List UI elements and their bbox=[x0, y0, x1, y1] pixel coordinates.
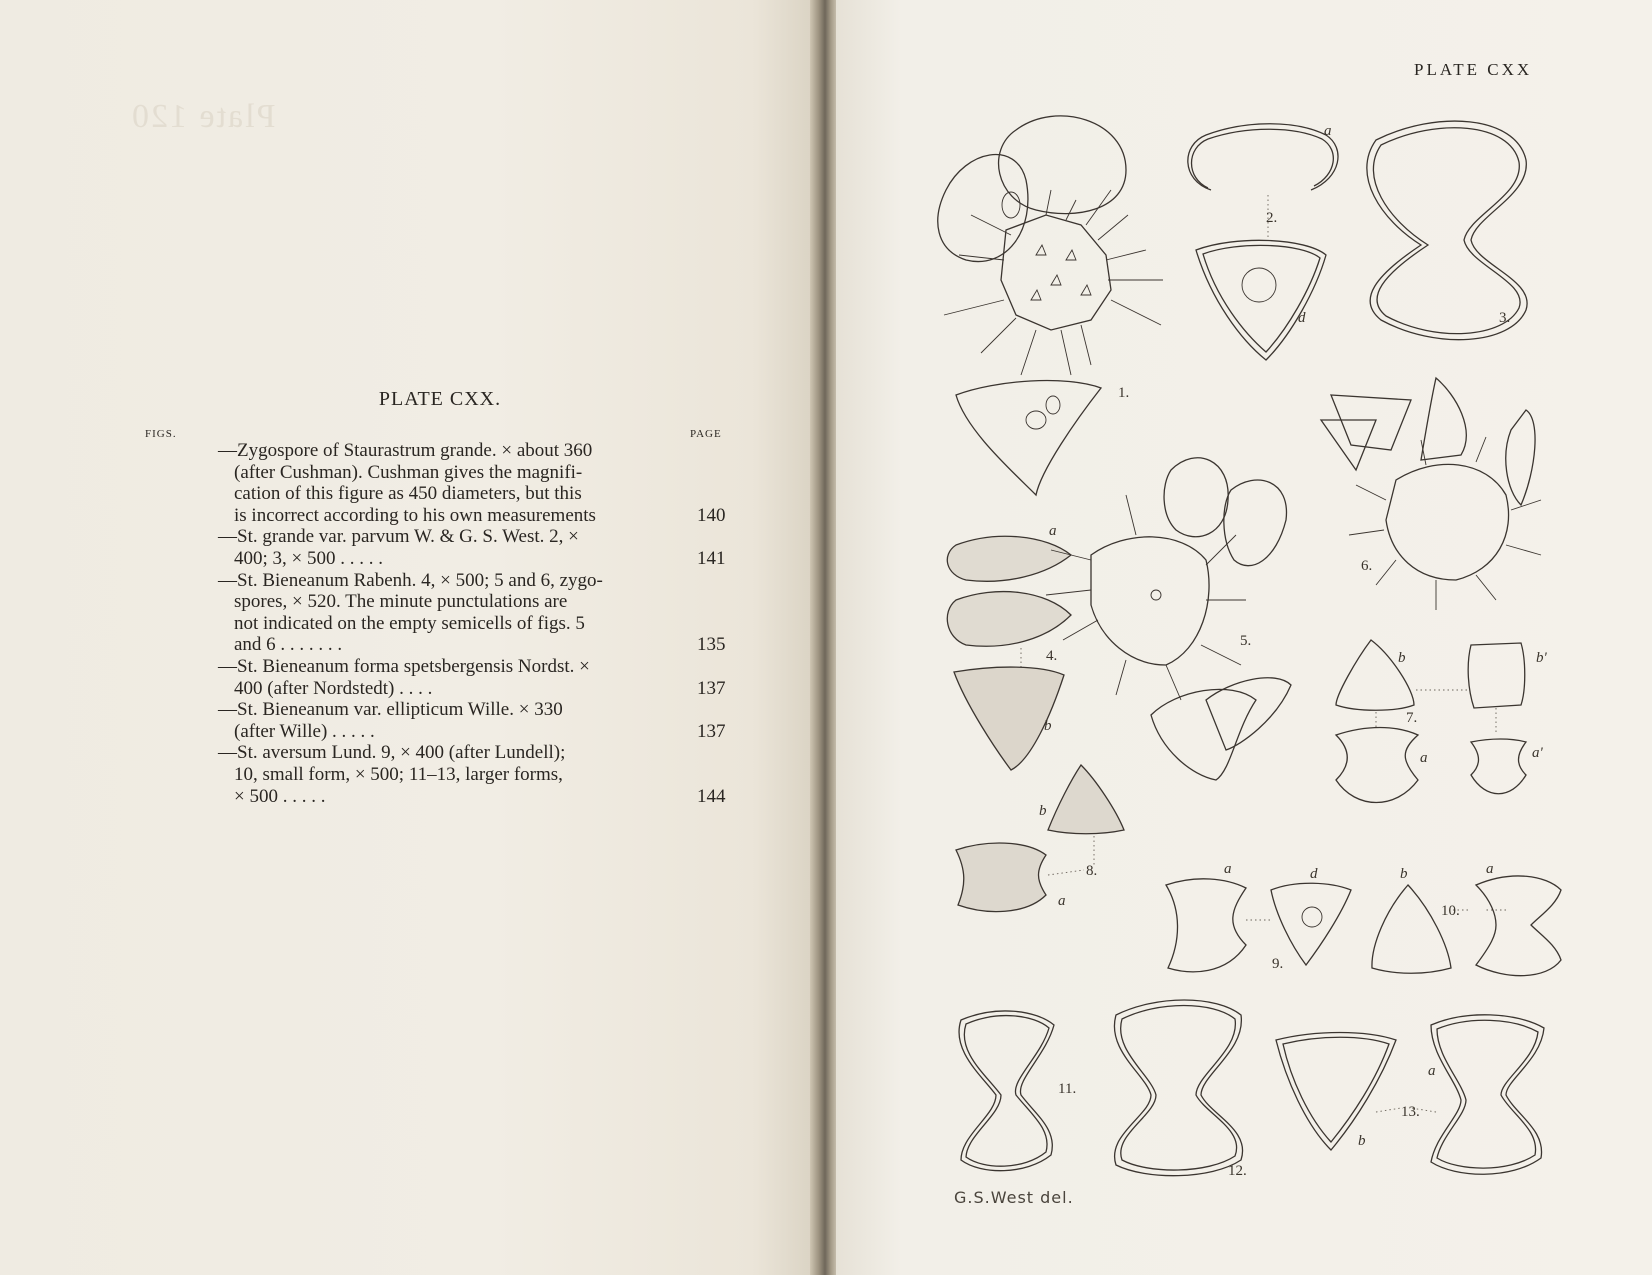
caption-line: not indicated on the empty semicells of figs. 5 bbox=[234, 612, 585, 634]
figure-8 bbox=[956, 765, 1124, 912]
caption-line: cation of this figure as 450 diameters, but this bbox=[234, 483, 582, 505]
figure-label-1: 1. bbox=[1118, 385, 1130, 401]
figure-4 bbox=[947, 523, 1071, 770]
figure-7-letter-b-prime: b' bbox=[1536, 650, 1547, 666]
figure-10 bbox=[1372, 861, 1561, 976]
caption-line: 400 (after Nordstedt) . . . . bbox=[234, 677, 433, 699]
figure-label-12: 12. bbox=[1228, 1163, 1247, 1179]
figure-label-6: 6. bbox=[1361, 558, 1373, 574]
figure-13 bbox=[1276, 1015, 1544, 1174]
figure-8-letter-b: b bbox=[1039, 803, 1047, 819]
figure-12 bbox=[1114, 1000, 1246, 1179]
caption-page-number: 137 bbox=[697, 720, 726, 742]
caption-line: × 500 . . . . . bbox=[234, 785, 326, 807]
plate-header: PLATE CXX bbox=[1414, 60, 1533, 79]
figure-label-10: 10. bbox=[1441, 903, 1460, 919]
plate-title: PLATE CXX. bbox=[378, 388, 502, 410]
figure-9-letter-a: a bbox=[1224, 861, 1232, 877]
figure-7-letter-b: b bbox=[1398, 650, 1406, 666]
figure-8-letter-a: a bbox=[1058, 893, 1066, 909]
caption-line: 400; 3, × 500 . . . . . bbox=[234, 548, 383, 569]
left-page bbox=[0, 0, 818, 1275]
figure-label-5: 5. bbox=[1240, 633, 1252, 649]
caption-line: —St. aversum Lund. 9, × 400 (after Lundell); bbox=[218, 742, 566, 764]
plate-illustrations bbox=[836, 0, 1652, 1275]
figure-label-4: 4. bbox=[1046, 648, 1058, 664]
figure-4-letter-b: b bbox=[1044, 718, 1052, 734]
figure-9-letter-d: d bbox=[1310, 866, 1318, 882]
figure-9 bbox=[1166, 861, 1351, 972]
show-through-text: Plate 120 bbox=[130, 98, 276, 135]
artist-signature: G.S.West del. bbox=[954, 1188, 1074, 1207]
figure-2-letter-d: d bbox=[1298, 310, 1306, 326]
figure-label-3: 3. bbox=[1499, 310, 1511, 326]
figure-10-letter-a: a bbox=[1486, 861, 1494, 877]
figure-label-8: 8. bbox=[1086, 863, 1098, 879]
figure-label-2: 2. bbox=[1266, 210, 1278, 226]
figure-6 bbox=[1321, 378, 1541, 610]
figure-7-letter-a: a bbox=[1420, 750, 1428, 766]
caption-page-number: 144 bbox=[697, 785, 726, 807]
figure-label-11: 11. bbox=[1058, 1081, 1077, 1097]
caption-line: —St. Bieneanum forma spetsbergensis Nordst. × bbox=[218, 656, 590, 677]
caption-line: is incorrect according to his own measurements bbox=[234, 504, 596, 526]
figure-label-13: 13. bbox=[1401, 1104, 1420, 1120]
caption-line: and 6 . . . . . . . bbox=[234, 634, 343, 656]
page-column-label: PAGE bbox=[690, 428, 722, 440]
caption-page-number: 141 bbox=[697, 548, 726, 569]
figure-11 bbox=[959, 1011, 1076, 1171]
figure-2 bbox=[1188, 123, 1338, 360]
caption-line: —St. grande var. parvum W. & G. S. West. 2, × bbox=[218, 526, 579, 548]
figure-4-letter-a: a bbox=[1049, 523, 1057, 539]
figure-5 bbox=[1046, 458, 1291, 780]
caption-line: —St. Bieneanum Rabenh. 4, × 500; 5 and 6, zygo- bbox=[218, 569, 603, 591]
figure-7 bbox=[1336, 640, 1548, 803]
figure-label-9: 9. bbox=[1272, 956, 1284, 972]
caption-line: (after Wille) . . . . . bbox=[234, 720, 375, 742]
caption-page-number: 135 bbox=[697, 634, 726, 656]
caption-line: —St. Bieneanum var. ellipticum Wille. × 330 bbox=[218, 699, 563, 721]
figure-7-letter-a-prime: a' bbox=[1532, 745, 1543, 761]
figure-13-letter-a: a bbox=[1428, 1063, 1436, 1079]
caption-page-number: 140 bbox=[697, 504, 726, 526]
caption-line: spores, × 520. The minute punctulations are bbox=[234, 591, 568, 613]
figure-1 bbox=[938, 116, 1163, 495]
figure-10-letter-b: b bbox=[1400, 866, 1408, 882]
caption-line: 10, small form, × 500; 11–13, larger forms, bbox=[234, 764, 563, 785]
caption-line: (after Cushman). Cushman gives the magnifi- bbox=[234, 461, 583, 483]
figure-2-letter-a: a bbox=[1324, 123, 1332, 139]
figure-13-letter-b: b bbox=[1358, 1133, 1366, 1149]
caption-page-number: 137 bbox=[697, 677, 726, 699]
figs-column-label: FIGS. bbox=[145, 428, 177, 440]
caption-line: —Zygospore of Staurastrum grande. × about 360 bbox=[218, 440, 593, 461]
figure-label-7: 7. bbox=[1406, 710, 1418, 726]
figure-3 bbox=[1367, 121, 1527, 340]
